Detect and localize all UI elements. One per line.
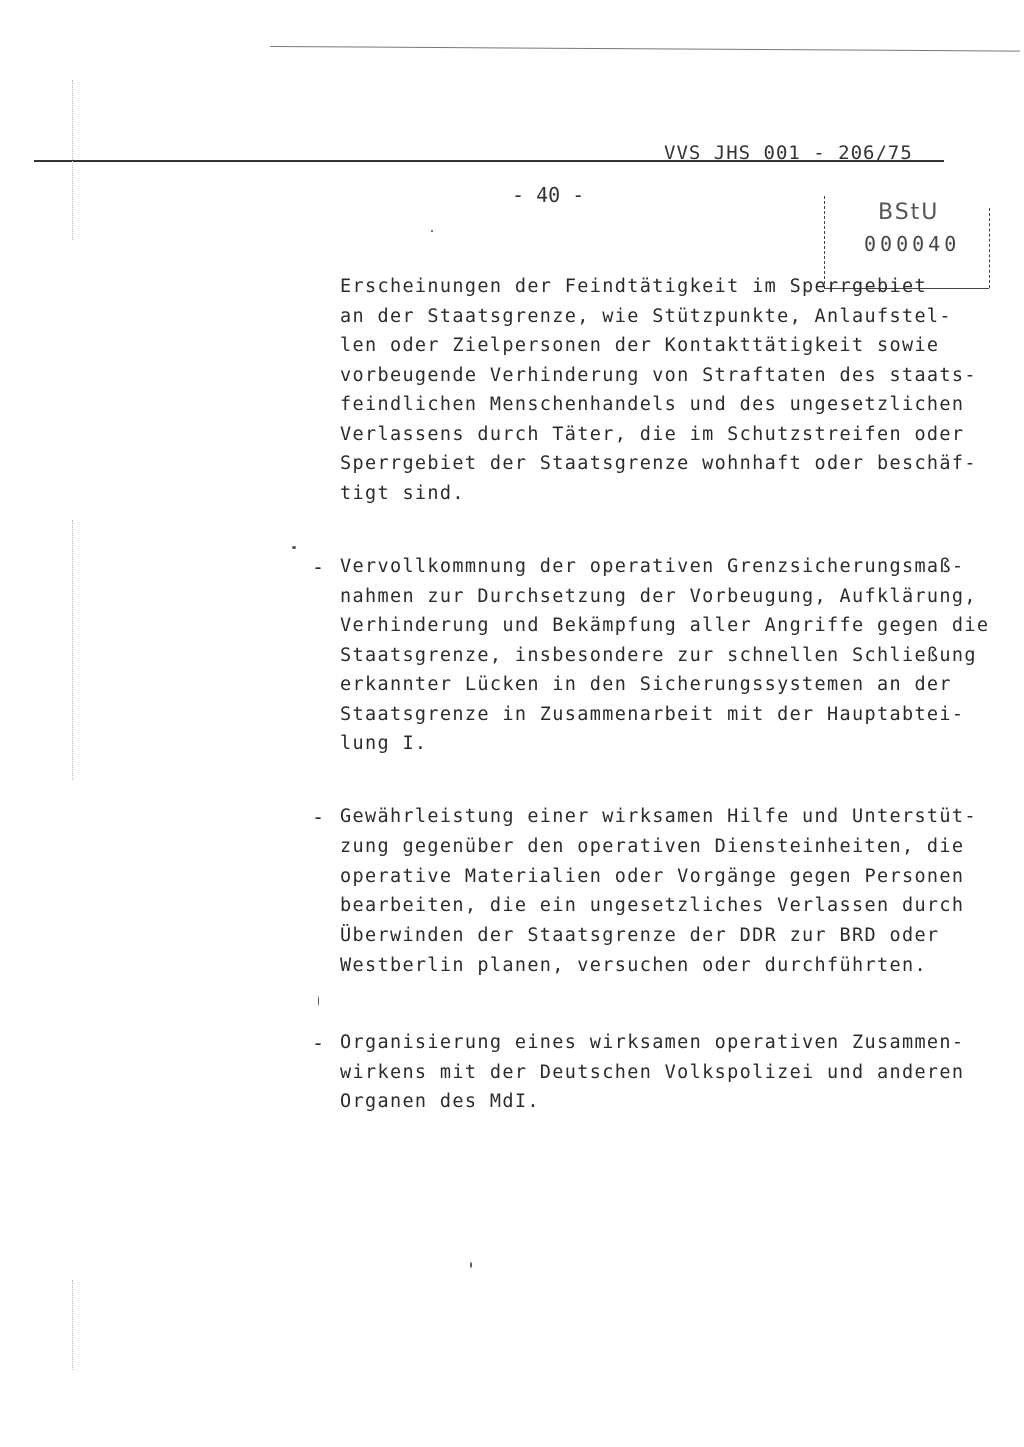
bullet-dash: - bbox=[312, 1031, 325, 1055]
text-line: bearbeiten, die ein ungesetzliches Verlassen durch bbox=[340, 895, 965, 917]
text-line: Erscheinungen der Feindtätigkeit im Sperrgebiet bbox=[340, 276, 927, 297]
text-line: lung I. bbox=[340, 733, 428, 754]
text-line: operative Materialien oder Vorgänge gegen Personen bbox=[340, 865, 965, 887]
text-line: Verhinderung und Bekämpfung aller Angriffe gegen die bbox=[340, 615, 990, 636]
stamp-number: 000040 bbox=[864, 232, 961, 256]
page-number: - 40 - bbox=[512, 183, 585, 207]
text-line: feindlichen Menschenhandels und des ungesetzlichen bbox=[340, 394, 965, 415]
text-line: Vervollkommnung der operativen Grenzsicherungsmaß- bbox=[340, 556, 965, 577]
text-line: Gewährleistung einer wirksamen Hilfe und Unterstüt- bbox=[340, 806, 977, 827]
text-line: nahmen zur Durchsetzung der Vorbeugung, Aufklärung, bbox=[340, 585, 977, 607]
text-line: len oder Zielpersonen der Kontakttätigkeit sowie bbox=[340, 335, 940, 356]
text-line: Staatsgrenze in Zusammenarbeit mit der Hauptabtei- bbox=[340, 703, 965, 725]
text-line: an der Staatsgrenze, wie Stützpunkte, Anlaufstel- bbox=[340, 305, 952, 327]
text-line: erkannter Lücken in den Sicherungssystemen an der bbox=[340, 674, 952, 695]
text-line: wirkens mit der Deutschen Volkspolizei und anderen bbox=[340, 1061, 965, 1083]
text-line: Verlassens durch Täter, die im Schutzstreifen oder bbox=[340, 423, 965, 445]
text-line: tigt sind. bbox=[340, 482, 465, 504]
text-line: vorbeugende Verhinderung von Straftaten des staats- bbox=[340, 364, 977, 386]
text-line: Sperrgebiet der Staatsgrenze wohnhaft oder beschäf- bbox=[340, 453, 977, 474]
document-reference: VVS JHS 001 - 206/75 bbox=[664, 142, 913, 164]
stamp-label: BStU bbox=[878, 200, 940, 225]
text-line: Westberlin planen, versuchen oder durchführten. bbox=[340, 955, 927, 976]
bullet-dash: - bbox=[312, 805, 325, 829]
bullet-dash: - bbox=[312, 555, 325, 579]
text-line: Organen des MdI. bbox=[340, 1091, 540, 1112]
text-line: Staatsgrenze, insbesondere zur schnellen Schließung bbox=[340, 644, 977, 666]
text-line: Überwinden der Staatsgrenze der DDR zur BRD oder bbox=[340, 925, 940, 947]
text-line: zung gegenüber den operativen Diensteinheiten, die bbox=[340, 835, 965, 857]
text-line: Organisierung eines wirksamen operativen Zusammen- bbox=[340, 1032, 965, 1053]
